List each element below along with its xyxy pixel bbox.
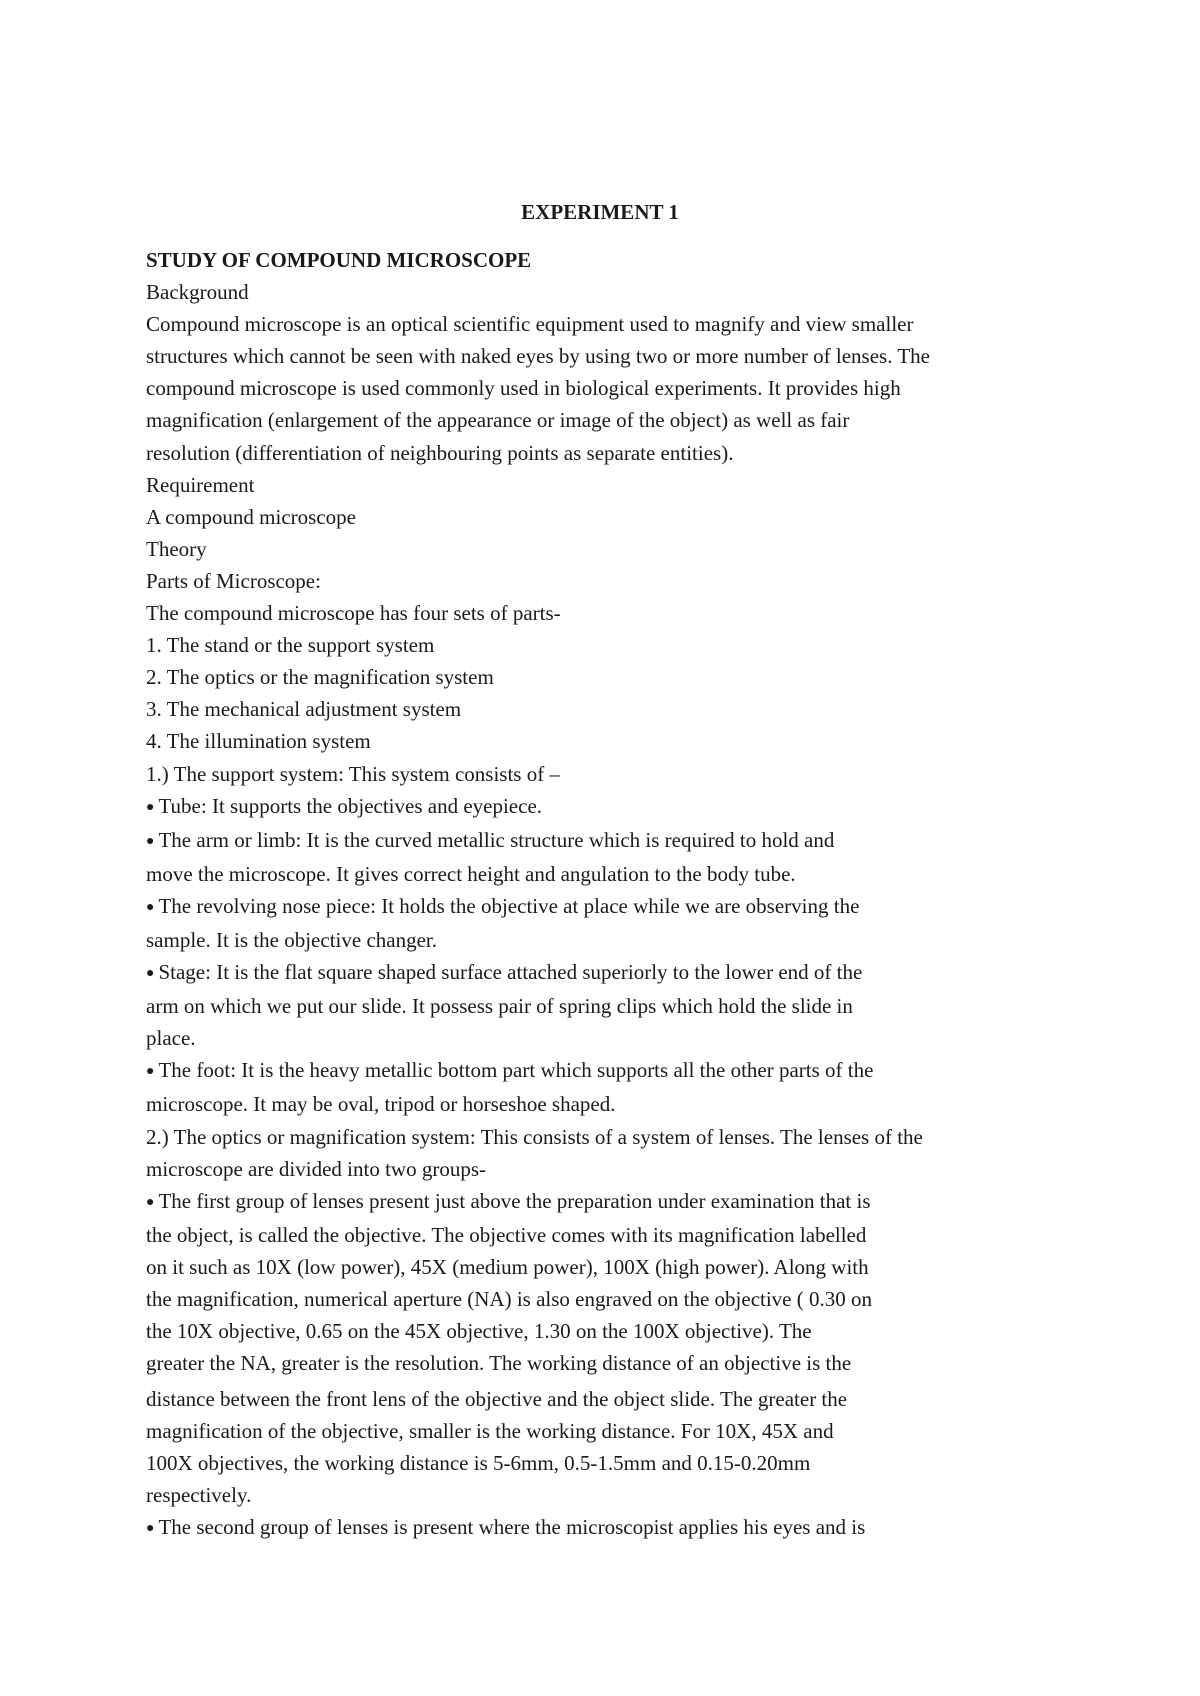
text-line (146, 924, 1076, 956)
line-text: sample. It is the objective changer. (146, 927, 437, 952)
text-line (146, 372, 1076, 404)
text-line (146, 1251, 1076, 1283)
line-text: 2. The optics or the magnification system (146, 665, 494, 690)
line-text: the magnification, numerical aperture (NA) is also engraved on the objective ( 0.30 on (146, 1287, 872, 1311)
bullet-line (146, 1511, 1076, 1545)
text-line (146, 565, 1076, 597)
text-line (146, 308, 1076, 340)
line-text: microscope. It may be oval, tripod or horseshoe shaped. (146, 1092, 616, 1117)
body-text-block-1 (146, 244, 1076, 1379)
text-line (146, 340, 1076, 372)
bullet-icon: ● (146, 1521, 155, 1537)
text-line (146, 661, 1076, 693)
line-text: resolution (differentiation of neighbouring points as separate entities). (146, 440, 734, 465)
line-text: Background (146, 280, 249, 305)
line-text: Tube: It supports the objectives and eyepiece. (158, 793, 543, 818)
line-text: respectively. (146, 1483, 252, 1508)
line-text: 1.) The support system: This system consists of – (146, 761, 560, 786)
line-text: The revolving nose piece: It holds the objective at place while we are observing the (158, 893, 860, 918)
line-text: microscope are divided into two groups- (146, 1156, 486, 1181)
text-line (146, 404, 1076, 436)
text-line (146, 533, 1076, 565)
line-text: STUDY OF COMPOUND MICROSCOPE (146, 248, 532, 272)
text-line (146, 758, 1076, 790)
line-text: on it such as 10X (low power), 45X (medium power), 100X (high power). Along with (146, 1254, 869, 1279)
section-heading (146, 244, 1076, 276)
line-text: structures which cannot be seen with naked eyes by using two or more number of lenses. The (146, 344, 930, 369)
text-line (146, 1153, 1076, 1185)
bullet-line (146, 824, 1076, 858)
line-text: 3. The mechanical adjustment system (146, 697, 462, 722)
text-line (146, 501, 1076, 533)
text-line (146, 725, 1076, 757)
line-text: Parts of Microscope: (146, 568, 321, 593)
bullet-icon: ● (146, 899, 155, 915)
bullet-line (146, 790, 1076, 824)
line-text: A compound microscope (146, 504, 356, 529)
line-text: Requirement (146, 472, 255, 497)
line-text: compound microscope is used commonly used in biological experiments. It provides high (146, 376, 901, 401)
text-line (146, 597, 1076, 629)
bullet-line (146, 1185, 1076, 1219)
text-line (146, 858, 1076, 890)
line-text: arm on which we put our slide. It possess pair of spring clips which hold the slide in (146, 994, 853, 1019)
body-text-block-2 (146, 1383, 1076, 1545)
text-line (146, 1415, 1076, 1447)
line-text: 100X objectives, the working distance is 5-6mm, 0.5-1.5mm and 0.15-0.20mm (146, 1451, 811, 1476)
bullet-line (146, 956, 1076, 990)
text-line (146, 1447, 1076, 1479)
text-line (146, 276, 1076, 308)
text-line (146, 1219, 1076, 1251)
text-line (146, 469, 1076, 501)
line-text: the 10X objective, 0.65 on the 45X objective, 1.30 on the 100X objective). The (146, 1319, 812, 1344)
text-line (146, 1022, 1076, 1054)
bullet-icon: ● (146, 833, 155, 849)
line-text: magnification of the objective, smaller is the working distance. For 10X, 45X and (146, 1419, 834, 1444)
text-line (146, 1383, 1076, 1415)
line-text: Theory (146, 536, 207, 561)
text-line (146, 629, 1076, 661)
bullet-line (146, 1054, 1076, 1088)
line-text: 2.) The optics or magnification system: This consists of a system of lenses. The lenses of the (146, 1124, 923, 1149)
line-text: the object, is called the objective. The objective comes with its magnification labelled (146, 1222, 867, 1247)
text-line (146, 1479, 1076, 1511)
line-text: 4. The illumination system (146, 729, 371, 754)
line-text: 1. The stand or the support system (146, 633, 435, 658)
bullet-icon: ● (146, 799, 155, 815)
line-text: magnification (enlargement of the appearance or image of the object) as well as fair (146, 408, 850, 433)
text-line (146, 1315, 1076, 1347)
text-line (146, 1121, 1076, 1153)
line-text: Stage: It is the flat square shaped surface attached superiorly to the lower end of the (158, 960, 863, 985)
line-text: greater the NA, greater is the resolution. The working distance of an objective is the (146, 1351, 852, 1376)
text-line (146, 1347, 1076, 1379)
line-text: The compound microscope has four sets of parts- (146, 601, 561, 626)
bullet-icon: ● (146, 966, 155, 982)
line-text: move the microscope. It gives correct height and angulation to the body tube. (146, 861, 796, 886)
line-text: Compound microscope is an optical scientific equipment used to magnify and view smaller (146, 312, 914, 337)
bullet-icon: ● (146, 1064, 155, 1080)
text-line (146, 990, 1076, 1022)
line-text: The second group of lenses is present where the microscopist applies his eyes and is (158, 1515, 866, 1540)
bullet-icon: ● (146, 1194, 155, 1210)
line-text: distance between the front lens of the objective and the object slide. The greater the (146, 1387, 848, 1411)
bullet-line (146, 890, 1076, 924)
text-line (146, 693, 1076, 725)
line-text: place. (146, 1026, 196, 1051)
line-text: The foot: It is the heavy metallic bottom part which supports all the other parts of the (158, 1058, 874, 1083)
document-title: EXPERIMENT 1 (521, 200, 679, 224)
line-text: The arm or limb: It is the curved metallic structure which is required to hold and (158, 827, 835, 852)
line-text: The first group of lenses present just above the preparation under examination that is (158, 1188, 871, 1213)
text-line (146, 1088, 1076, 1120)
text-line (146, 437, 1076, 469)
text-line (146, 1283, 1076, 1315)
